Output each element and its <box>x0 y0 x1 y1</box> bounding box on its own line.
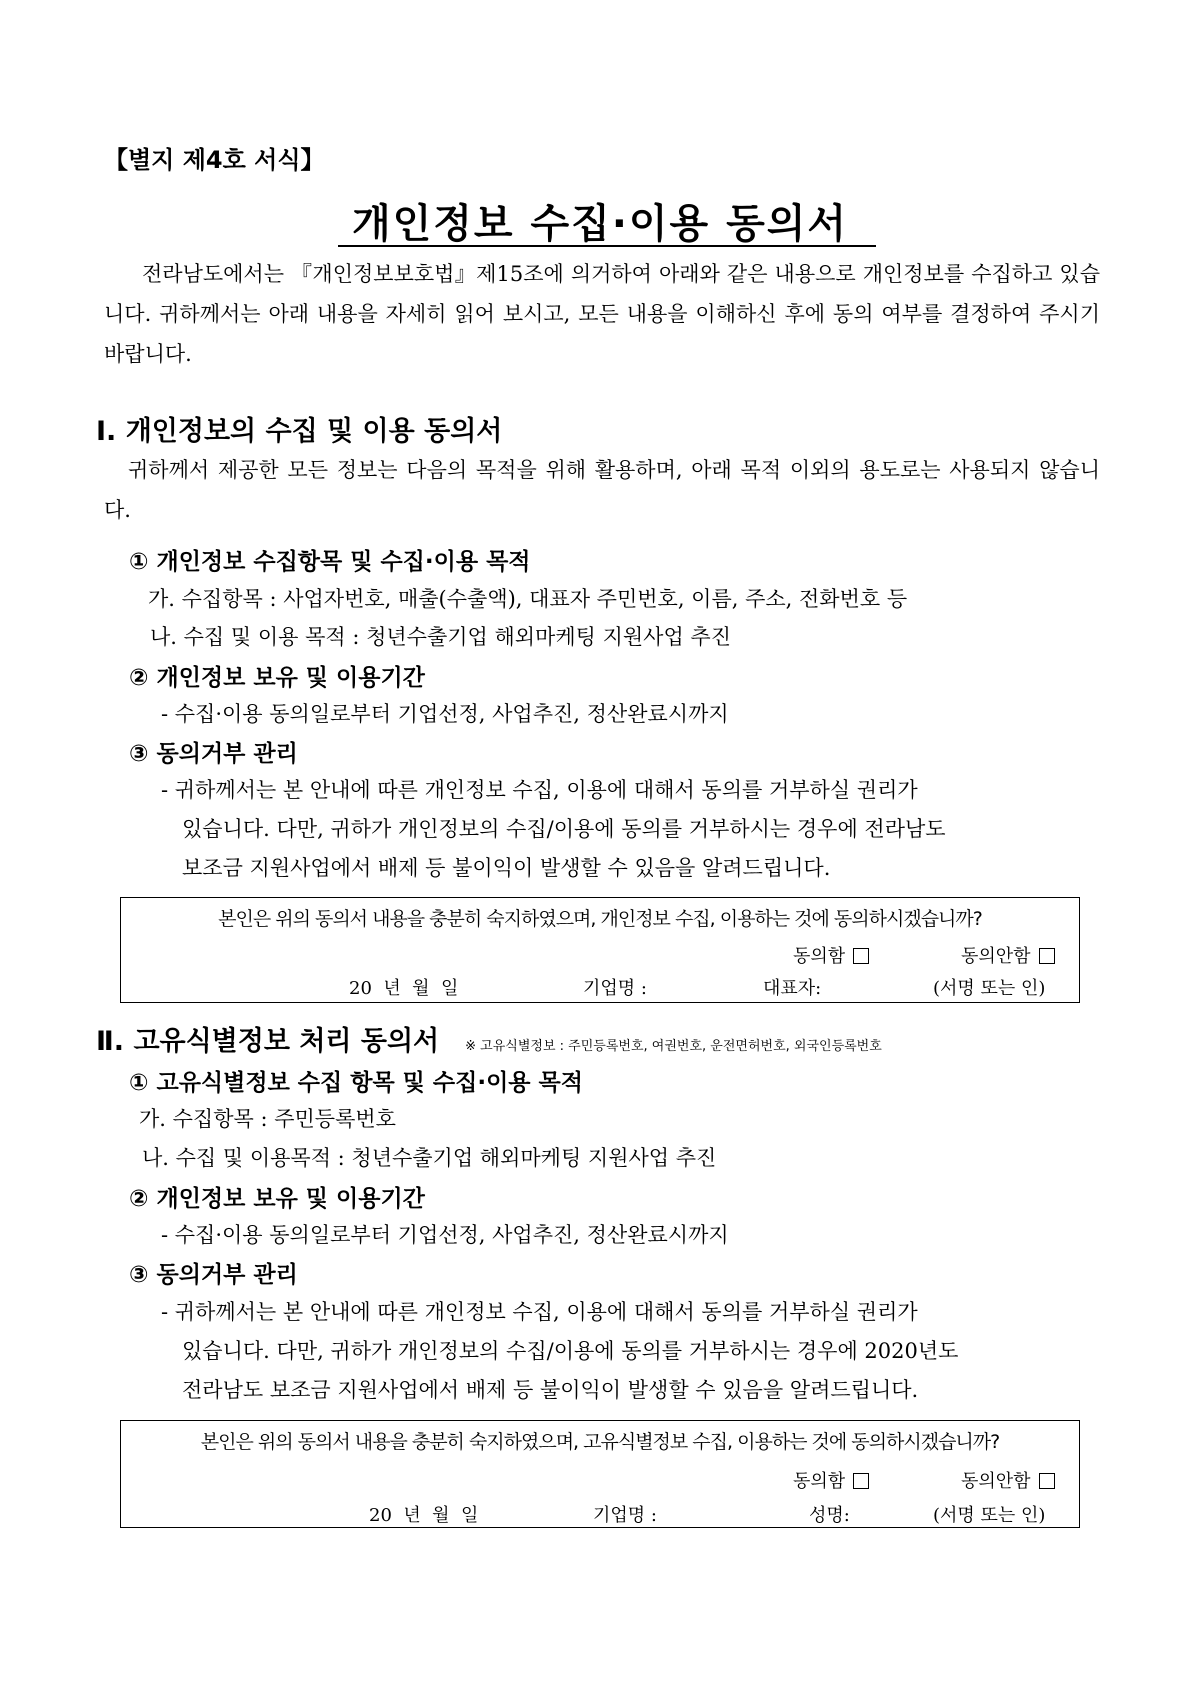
section2-company-field[interactable]: 기업명 : <box>593 1505 657 1526</box>
section2-heading-row <box>96 1019 882 1058</box>
form-number-tag: 【별지 제4호 서식】 <box>104 146 325 174</box>
section1-sub1-heading: ① 개인정보 수집항목 및 수집·이용 목적 <box>129 549 531 575</box>
section1-sub2-heading: ② 개인정보 보유 및 이용기간 <box>129 665 425 691</box>
section2-sub1-heading: ① 고유식별정보 수집 항목 및 수집·이용 목적 <box>129 1070 583 1096</box>
agree-label: 동의함 <box>793 946 846 967</box>
title-underline <box>338 245 876 247</box>
section2-name-field[interactable]: 성명: <box>809 1505 850 1526</box>
section1-consent-box <box>120 897 1080 1003</box>
section2-disagree-option[interactable] <box>961 1467 1055 1493</box>
section2-refusal-line1: - 귀하께서는 본 안내에 따른 개인정보 수집, 이용에 대해서 동의를 거부하실 권리가 <box>161 1300 918 1324</box>
disagree-label: 동의안함 <box>961 946 1031 967</box>
disagree-label: 동의안함 <box>961 1471 1031 1492</box>
section2-signature-label: (서명 또는 인) <box>933 1505 1046 1526</box>
disagree-checkbox[interactable] <box>1039 1473 1055 1489</box>
section2-refusal-line2: 있습니다. 다만, 귀하가 개인정보의 수집/이용에 동의를 거부하시는 경우에 2020년도 <box>182 1339 959 1363</box>
section1-refusal-line1: - 귀하께서는 본 안내에 따른 개인정보 수집, 이용에 대해서 동의를 거부하실 권리가 <box>161 778 918 802</box>
intro-paragraph: 전라남도에서는 『개인정보보호법』제15조에 의거하여 아래와 같은 내용으로 개인정보를 수집하고 있습니다. 귀하께서는 아래 내용을 자세히 읽어 보시고, 모든 내용을 이해하신 후에 동의 여부를 결정하여 주시기 바랍니다. <box>104 262 1100 366</box>
section1-date-field[interactable]: 20 년 월 일 <box>349 978 459 999</box>
section1-sub3-heading: ③ 동의거부 관리 <box>129 741 298 767</box>
section2-consent-question: 본인은 위의 동의서 내용을 충분히 숙지하였으며, 고유식별정보 수집, 이용하는 것에 동의하시겠습니까? <box>200 1431 1000 1453</box>
section1-refusal-line2: 있습니다. 다만, 귀하가 개인정보의 수집/이용에 동의를 거부하시는 경우에 전라남도 <box>182 817 946 841</box>
section1-refusal-line3: 보조금 지원사업에서 배제 등 불이익이 발생할 수 있음을 알려드립니다. <box>182 856 831 880</box>
section2-refusal-line3: 전라남도 보조금 지원사업에서 배제 등 불이익이 발생할 수 있음을 알려드립니다. <box>182 1378 919 1402</box>
section1-signature-label: (서명 또는 인) <box>933 978 1046 999</box>
section1-agree-option[interactable] <box>793 942 869 968</box>
document-title: 개인정보 수집·이용 동의서 <box>351 201 849 247</box>
section2-agree-option[interactable] <box>793 1467 869 1493</box>
section2-note: ※ 고유식별정보 : 주민등록번호, 여권번호, 운전면허번호, 외국인등록번호 <box>465 1039 882 1054</box>
section2-date-field[interactable]: 20 년 월 일 <box>369 1505 479 1526</box>
section2-collect-purpose: 나. 수집 및 이용목적 : 청년수출기업 해외마케팅 지원사업 추진 <box>142 1146 717 1170</box>
section2-retention-period: - 수집·이용 동의일로부터 기업선정, 사업추진, 정산완료시까지 <box>161 1223 729 1247</box>
section1-disagree-option[interactable] <box>961 942 1055 968</box>
agree-checkbox[interactable] <box>853 1473 869 1489</box>
section1-heading: Ⅰ. 개인정보의 수집 및 이용 동의서 <box>96 416 503 447</box>
disagree-checkbox[interactable] <box>1039 948 1055 964</box>
section2-sub3-heading: ③ 동의거부 관리 <box>129 1262 298 1288</box>
section1-collect-items: 가. 수집항목 : 사업자번호, 매출(수출액), 대표자 주민번호, 이름, 주소, 전화번호 등 <box>148 587 908 611</box>
section2-collect-items: 가. 수집항목 : 주민등록번호 <box>139 1107 396 1131</box>
section1-representative-field[interactable]: 대표자: <box>763 978 822 999</box>
section1-intro: 귀하께서 제공한 모든 정보는 다음의 목적을 위해 활용하며, 아래 목적 이외의 용도로는 사용되지 않습니다. <box>104 458 1100 522</box>
section1-retention-period: - 수집·이용 동의일로부터 기업선정, 사업추진, 정산완료시까지 <box>161 702 729 726</box>
section2-consent-box <box>120 1420 1080 1528</box>
section2-sub2-heading: ② 개인정보 보유 및 이용기간 <box>129 1186 425 1212</box>
agree-label: 동의함 <box>793 1471 846 1492</box>
section1-collect-purpose: 나. 수집 및 이용 목적 : 청년수출기업 해외마케팅 지원사업 추진 <box>150 625 731 649</box>
section2-heading: Ⅱ. 고유식별정보 처리 동의서 <box>96 1026 440 1057</box>
section1-company-field[interactable]: 기업명 : <box>583 978 647 999</box>
agree-checkbox[interactable] <box>853 948 869 964</box>
section1-consent-question: 본인은 위의 동의서 내용을 충분히 숙지하였으며, 개인정보 수집, 이용하는 것에 동의하시겠습니까? <box>218 908 982 930</box>
